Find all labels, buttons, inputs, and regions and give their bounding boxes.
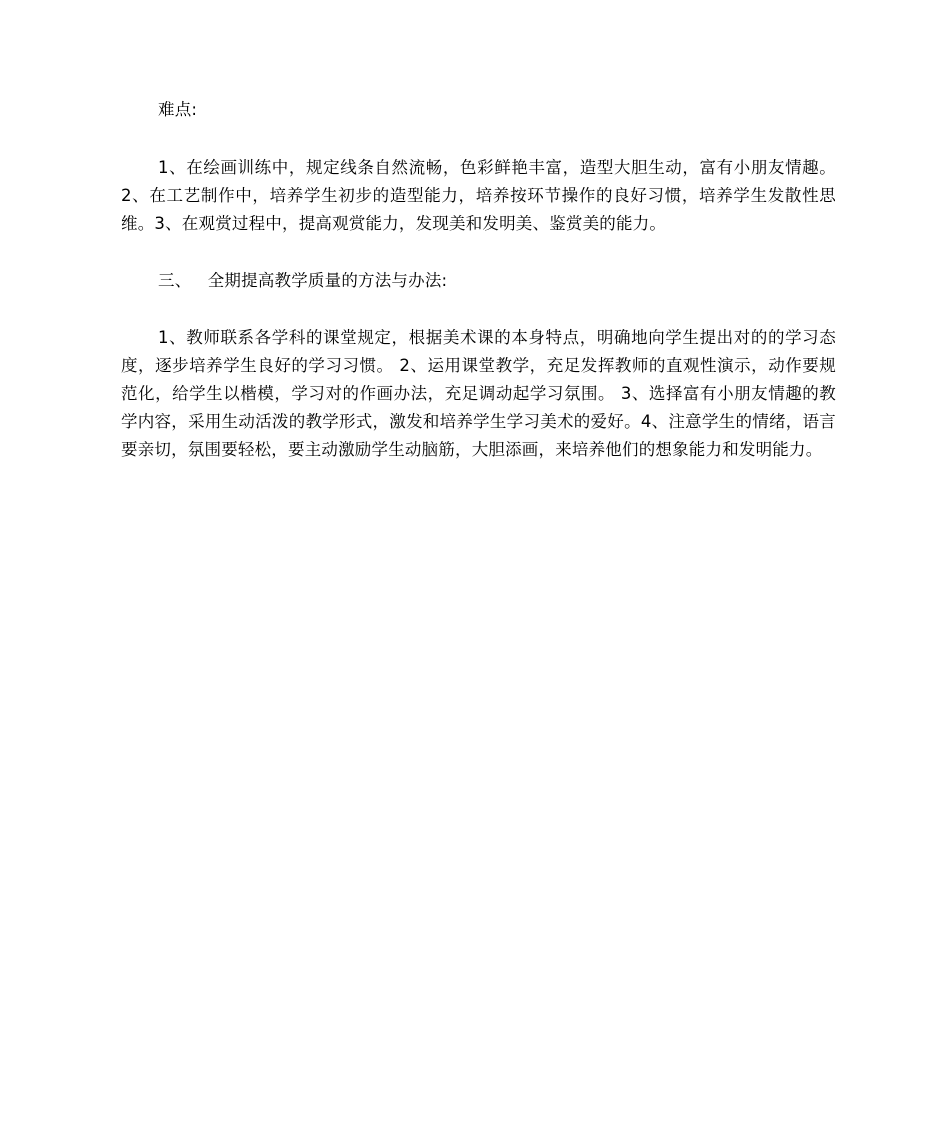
spacer	[121, 238, 836, 267]
section-3-paragraph: 1、教师联系各学科的课堂规定，根据美术课的本身特点，明确地向学生提出对的的学习态度，逐步培养学生良好的学习习惯。 2、运用课堂教学，充足发挥教师的直观性演示，动作要规范化，给学生以楷模，学习对的作画办法，充足调动起学习氛围。 3、选择富有小朋友情趣的教学内容，采用生动活泼的教学形式，激发和培养学生学习美术的爱好。4、注意学生的情绪，语言要亲切，氛围要轻松，要主动激励学生动脑筋，大胆添画，来培养他们的想象能力和发明能力。	[121, 328, 836, 459]
section-3-heading: 三、 全期提高教学质量的方法与办法:	[158, 271, 448, 290]
spacer	[121, 124, 836, 154]
difficulty-label: 难点:	[158, 100, 198, 119]
spacer	[121, 295, 836, 324]
difficulty-paragraph: 1、在绘画训练中，规定线条自然流畅，色彩鲜艳丰富，造型大胆生动，富有小朋友情趣。2、在工艺制作中，培养学生初步的造型能力，培养按环节操作的良好习惯，培养学生发散性思维。3、在观赏过程中，提高观赏能力，发现美和发明美、鉴赏美的能力。	[121, 158, 836, 233]
document-body	[121, 96, 836, 464]
